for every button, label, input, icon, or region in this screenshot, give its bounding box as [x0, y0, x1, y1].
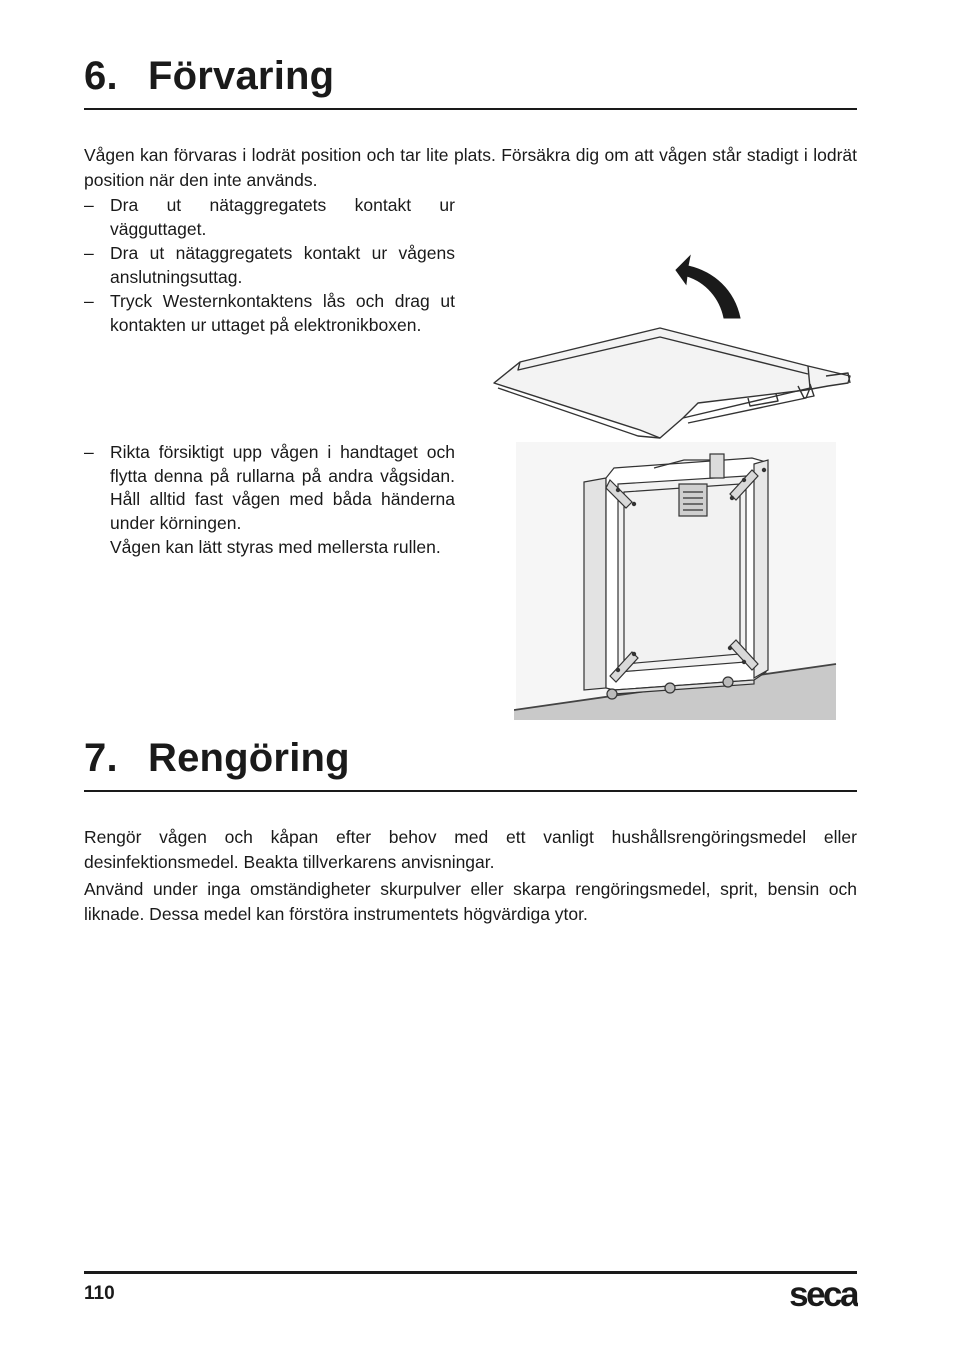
cleaning-paragraph-2: Använd under inga omständigheter skurpulver eller skarpa rengöringsmedel, sprit, bensin och liknade. Dessa medel kan förstöra instrumentets högvärdiga ytor.	[84, 879, 857, 924]
section-6-title: Förvaring	[148, 54, 335, 98]
step-unplug-wall: Dra ut nätaggregatets kontakt ur vägguttaget.	[110, 195, 455, 239]
scale-upright-illustration	[514, 440, 838, 720]
step-unplug-scale: Dra ut nätaggregatets kontakt ur vågens anslutningsuttag.	[110, 243, 455, 287]
storage-intro-paragraph: Vågen kan förvaras i lodrät position och tar lite plats. Försäkra dig om att vågen står stadigt i lodrät position när den inte används.	[84, 145, 857, 190]
step-steering-note: Vågen kan lätt styras med mellersta rullen.	[110, 537, 441, 557]
step-tilt-and-move: Rikta försiktigt upp vågen i handtaget och flytta denna på rullarna på andra vågsidan. Håll alltid fast vågen med båda händerna under körningen.	[110, 442, 455, 533]
cleaning-paragraph-1: Rengör vågen och kåpan efter behov med ett vanligt hushållsrengöringsmedel eller desinfektionsmedel. Beakta tillverkarens anvisningar.	[84, 827, 857, 872]
section-7-title: Rengöring	[148, 736, 350, 780]
seca-logo	[778, 1273, 858, 1313]
list-dash: –	[84, 195, 94, 215]
list-dash: –	[84, 243, 94, 263]
rotation-arrow-icon	[676, 256, 740, 318]
list-dash: –	[84, 442, 94, 462]
list-item	[84, 290, 455, 337]
section-6-heading	[84, 54, 857, 110]
section-7-heading	[84, 736, 857, 792]
step-western-connector: Tryck Westernkontaktens lås och drag ut kontakten ur uttaget på elektronikboxen.	[110, 291, 455, 335]
section-7-number: 7.	[84, 736, 118, 780]
platform-outline	[494, 328, 850, 438]
list-dash: –	[84, 291, 94, 311]
storage-steps-list	[84, 194, 455, 338]
brand-logo-text: seca	[789, 1275, 857, 1313]
list-item	[84, 242, 455, 289]
list-item	[84, 441, 455, 560]
section-6-number: 6.	[84, 54, 118, 98]
scale-tilt-illustration	[488, 248, 854, 443]
moving-steps-list	[84, 441, 455, 561]
page-number: 110	[84, 1283, 115, 1304]
list-item	[84, 194, 455, 241]
footer-divider	[84, 1271, 857, 1274]
